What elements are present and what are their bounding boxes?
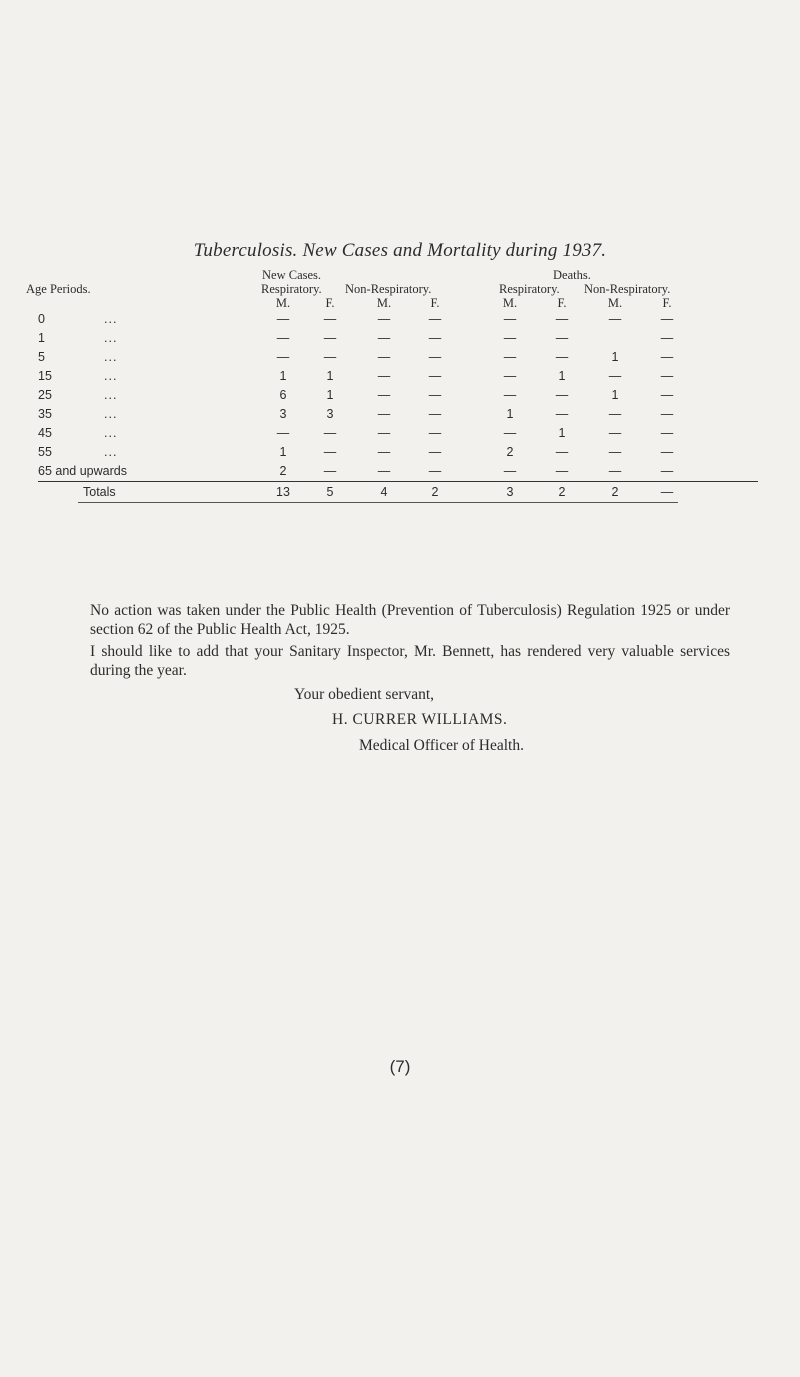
table-cell: — [503,464,517,478]
leader-dots: ... [104,426,118,440]
leader-dots: ... [104,312,118,326]
table-cell: — [428,331,442,345]
totals-cell: 2 [611,485,619,499]
totals-cell: — [660,485,674,499]
table-cell: 3 [279,407,287,421]
table-cell: — [503,350,517,364]
leader-dots: ... [104,350,118,364]
table-cell: — [323,445,337,459]
table-cell: 3 [326,407,334,421]
table-row [38,386,758,405]
leader-dots: ... [104,331,118,345]
table-cell: 1 [279,369,287,383]
header-new-non-respiratory: Non-Respiratory. [345,282,432,296]
table-cell: — [323,350,337,364]
table-cell: — [377,369,391,383]
table-cell: — [503,388,517,402]
totals-cell: 3 [506,485,514,499]
leader-dots: ... [104,445,118,459]
table-row [38,329,758,348]
paragraph-acknowledgement: I should like to add that your Sanitary Inspector, Mr. Bennett, has rendered very valuable services during the year. [90,643,730,679]
table-cell: 1 [558,369,566,383]
table-cell: — [428,388,442,402]
table-row [38,367,758,386]
table-row [38,310,758,329]
table-cell: — [555,312,569,326]
age-period-label: 55 [38,445,52,459]
age-period-label: 35 [38,407,52,421]
table-subheader-row [26,282,758,296]
page-number: (7) [389,1057,411,1076]
table-row [38,424,758,443]
totals-cell: 2 [431,485,439,499]
table-cell: — [660,388,674,402]
table-cell: — [555,445,569,459]
table-cell: — [608,445,622,459]
table-cell: — [428,445,442,459]
table-cell: — [428,312,442,326]
table-cell: — [276,350,290,364]
age-period-label: 0 [38,312,45,326]
table-cell: 2 [279,464,287,478]
table-cell: — [323,426,337,440]
leader-dots: ... [104,388,118,402]
table-cell: — [608,426,622,440]
totals-cell: 13 [276,485,290,499]
header-sex: M. [275,296,291,310]
age-period-label: 65 and upwards [38,464,127,478]
table-cell: — [608,312,622,326]
header-sex: M. [376,296,392,310]
table-cell: — [660,445,674,459]
header-deaths: Deaths. [553,268,591,282]
table-cell: 1 [279,445,287,459]
age-period-label: 25 [38,388,52,402]
table-cell: — [555,388,569,402]
totals-bottom-rule [78,502,678,503]
table-cell: — [555,331,569,345]
table-cell: — [428,350,442,364]
table-cell: — [276,426,290,440]
table-cell: — [377,464,391,478]
page-title: Tuberculosis. New Cases and Mortality during 1937. [193,240,607,261]
table-cell: — [555,350,569,364]
table-cell: — [377,445,391,459]
table-cell: — [660,369,674,383]
age-period-label: 1 [38,331,45,345]
table-cell: — [608,407,622,421]
header-new-respiratory: Respiratory. [261,282,322,296]
table-cell: 1 [326,369,334,383]
table-cell: — [608,369,622,383]
table-cell: — [377,312,391,326]
signatory-position: Medical Officer of Health. [359,737,524,754]
header-age-periods: Age Periods. [26,282,91,296]
table-cell: — [660,464,674,478]
header-sex: M. [607,296,623,310]
table-row [38,405,758,424]
table-cell: — [660,312,674,326]
table-cell: — [503,369,517,383]
totals-cell: 5 [326,485,334,499]
header-deaths-non-respiratory: Non-Respiratory. [584,282,671,296]
signatory-name: H. CURRER WILLIAMS. [332,711,508,728]
table-cell: — [377,407,391,421]
table-cell: — [608,464,622,478]
header-new-cases: New Cases. [262,268,322,282]
table-cell: — [276,312,290,326]
table-group-header-row [38,268,758,282]
header-sex: M. [502,296,518,310]
age-period-label: 45 [38,426,52,440]
table-cell: — [660,426,674,440]
leader-dots: ... [104,369,118,383]
table-cell: — [660,407,674,421]
table-sex-header-row [38,296,758,310]
table-cell: — [428,426,442,440]
table-cell: 1 [558,426,566,440]
table-cell: — [555,464,569,478]
tuberculosis-table [26,268,758,503]
table-cell: — [428,407,442,421]
header-sex: F. [662,296,672,310]
totals-cell: 4 [380,485,388,499]
table-cell: — [503,331,517,345]
table-cell: 1 [506,407,514,421]
table-cell: — [323,331,337,345]
table-cell: — [323,312,337,326]
table-row [38,462,758,481]
table-cell: — [660,350,674,364]
paragraph-regulation: No action was taken under the Public Health (Prevention of Tuberculosis) Regulation 1925 or under section 62 of the Public Health Act, 1925. [90,602,730,638]
table-cell: — [660,331,674,345]
header-sex: F. [325,296,335,310]
age-period-label: 15 [38,369,52,383]
table-cell: 1 [326,388,334,402]
table-cell: — [377,388,391,402]
table-cell: — [377,426,391,440]
table-cell: — [503,312,517,326]
table-cell: 1 [611,388,619,402]
table-row-totals [38,482,758,502]
table-cell: — [377,350,391,364]
table-body [38,310,758,481]
closing-salutation: Your obedient servant, [294,686,435,703]
header-sex: F. [557,296,567,310]
table-cell: 6 [279,388,287,402]
table-cell: 2 [506,445,514,459]
table-cell: — [428,464,442,478]
table-row [38,348,758,367]
header-sex: F. [430,296,440,310]
leader-dots: ... [104,407,118,421]
header-deaths-respiratory: Respiratory. [499,282,560,296]
table-cell: — [503,426,517,440]
totals-label: Totals [83,485,116,499]
table-cell: — [276,331,290,345]
table-cell: 1 [611,350,619,364]
table-cell: — [555,407,569,421]
table-cell: — [323,464,337,478]
table-cell: — [428,369,442,383]
age-period-label: 5 [38,350,45,364]
totals-cell: 2 [558,485,566,499]
table-cell: — [377,331,391,345]
table-row [38,443,758,462]
